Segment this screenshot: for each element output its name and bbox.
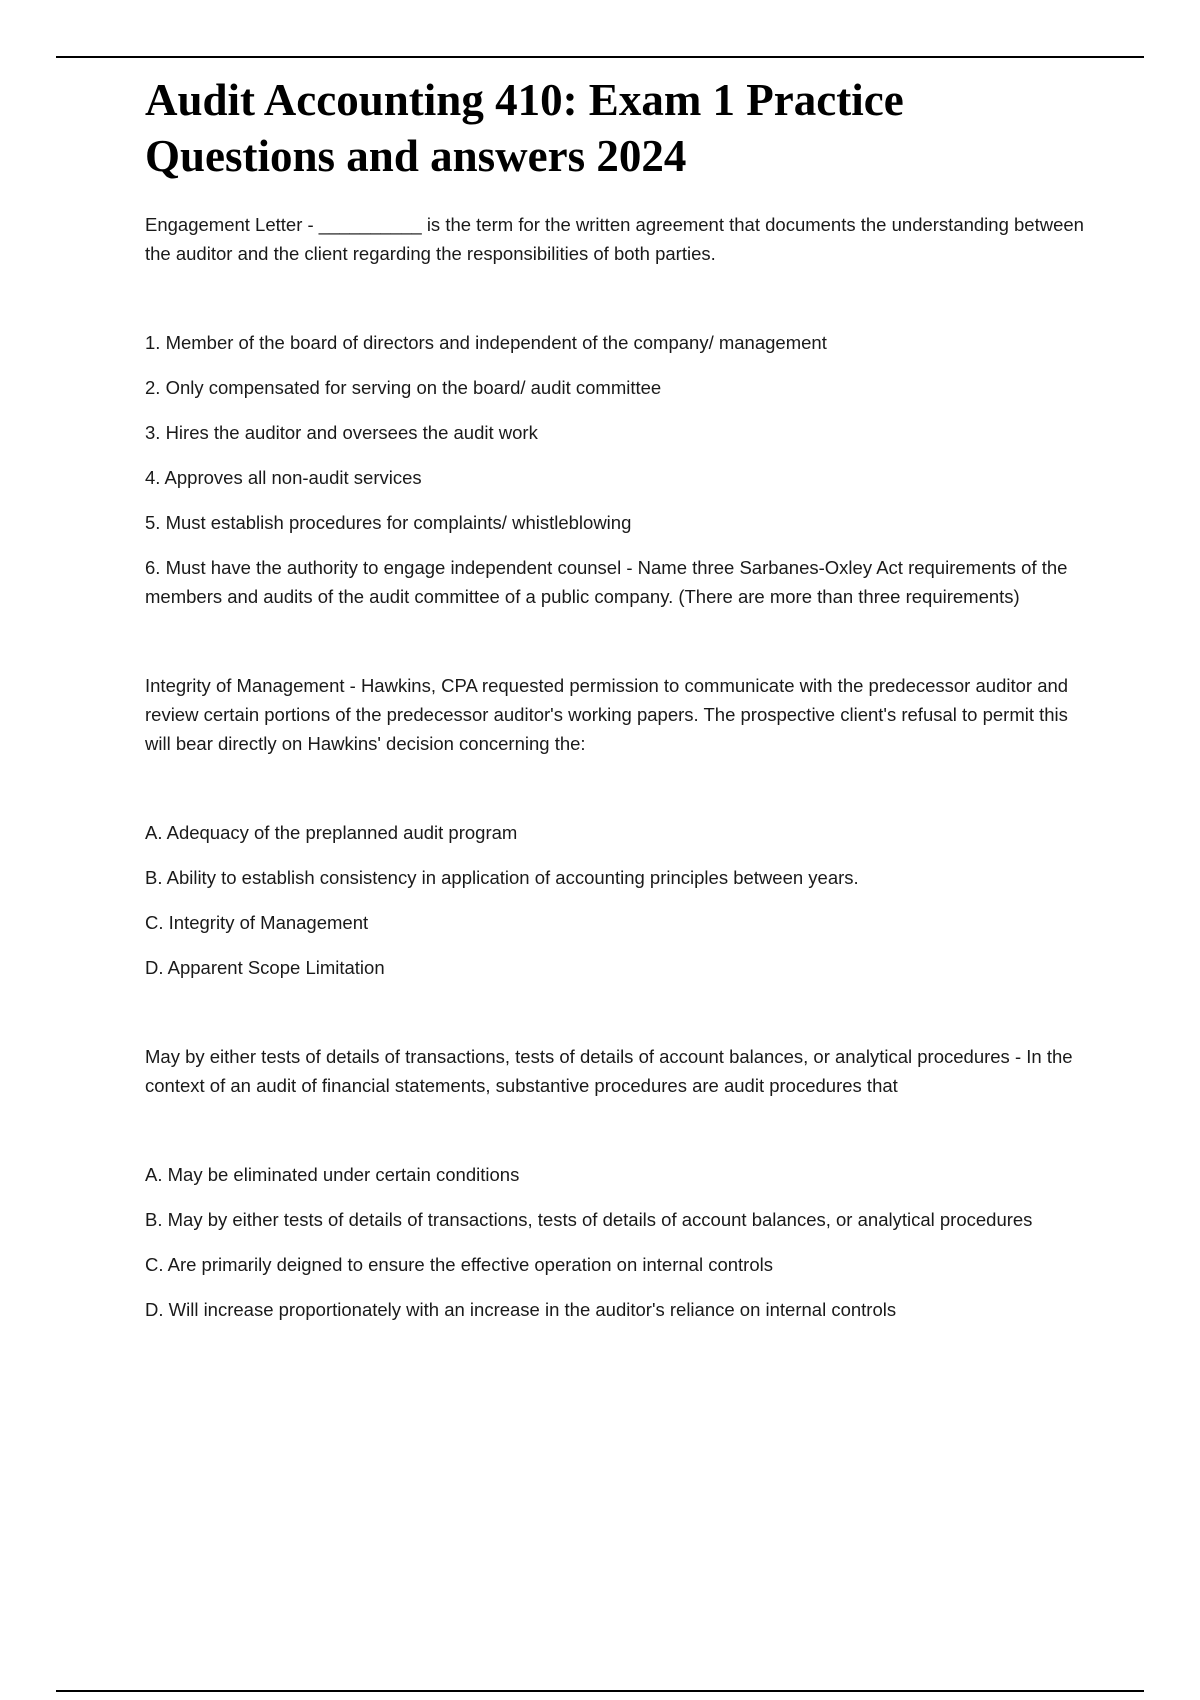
option-item: C. Are primarily deigned to ensure the effective operation on internal controls xyxy=(145,1254,773,1275)
list-item: 5. Must establish procedures for complaints/ whistleblowing xyxy=(145,512,632,533)
option-item: B. Ability to establish consistency in application of accounting principles between years. xyxy=(145,867,859,888)
option-item: B. May by either tests of details of transactions, tests of details of account balances, or analytical procedures xyxy=(145,1209,1033,1230)
list-item: 1. Member of the board of directors and independent of the company/ management xyxy=(145,332,827,353)
bottom-rule xyxy=(56,1690,1144,1692)
question-engagement-letter xyxy=(145,210,1095,268)
document-title: Audit Accounting 410: Exam 1 Practice Questions and answers 2024 xyxy=(145,75,904,181)
list-item: 3. Hires the auditor and oversees the audit work xyxy=(145,422,538,443)
question-text: Engagement Letter - __________ is the term for the written agreement that documents the understanding between the auditor and the client regarding the responsibilities of both parties. xyxy=(145,214,1084,264)
options-integrity-of-management xyxy=(145,818,1095,982)
option-item: D. Will increase proportionately with an increase in the auditor's reliance on internal controls xyxy=(145,1299,897,1320)
question-integrity-of-management xyxy=(145,671,1095,758)
question-substantive-procedures xyxy=(145,1042,1095,1100)
option-item: C. Integrity of Management xyxy=(145,912,369,933)
top-rule xyxy=(56,56,1144,58)
option-item: D. Apparent Scope Limitation xyxy=(145,957,385,978)
question-text: May by either tests of details of transactions, tests of details of account balances, or analytical procedures - In the context of an audit of financial statements, substantive procedures are audit procedures that xyxy=(145,1046,1073,1096)
option-item: A. Adequacy of the preplanned audit program xyxy=(145,822,518,843)
question-text: Integrity of Management - Hawkins, CPA requested permission to communicate with the predecessor auditor and review certain portions of the predecessor auditor's working papers. The prospective client's refusal to permit this will bear directly on Hawkins' decision concerning the: xyxy=(145,675,1069,754)
options-substantive-procedures xyxy=(145,1160,1095,1324)
list-item: 6. Must have the authority to engage independent counsel - Name three Sarbanes-Oxley Act requirements of the members and audits of the audit committee of a public company. (There are more than three requirements) xyxy=(145,557,1068,607)
list-item: 2. Only compensated for serving on the board/ audit committee xyxy=(145,377,662,398)
option-item: A. May be eliminated under certain conditions xyxy=(145,1164,520,1185)
question-sox-requirements xyxy=(145,328,1095,611)
document-body xyxy=(145,72,1095,1340)
list-item: 4. Approves all non-audit services xyxy=(145,467,422,488)
